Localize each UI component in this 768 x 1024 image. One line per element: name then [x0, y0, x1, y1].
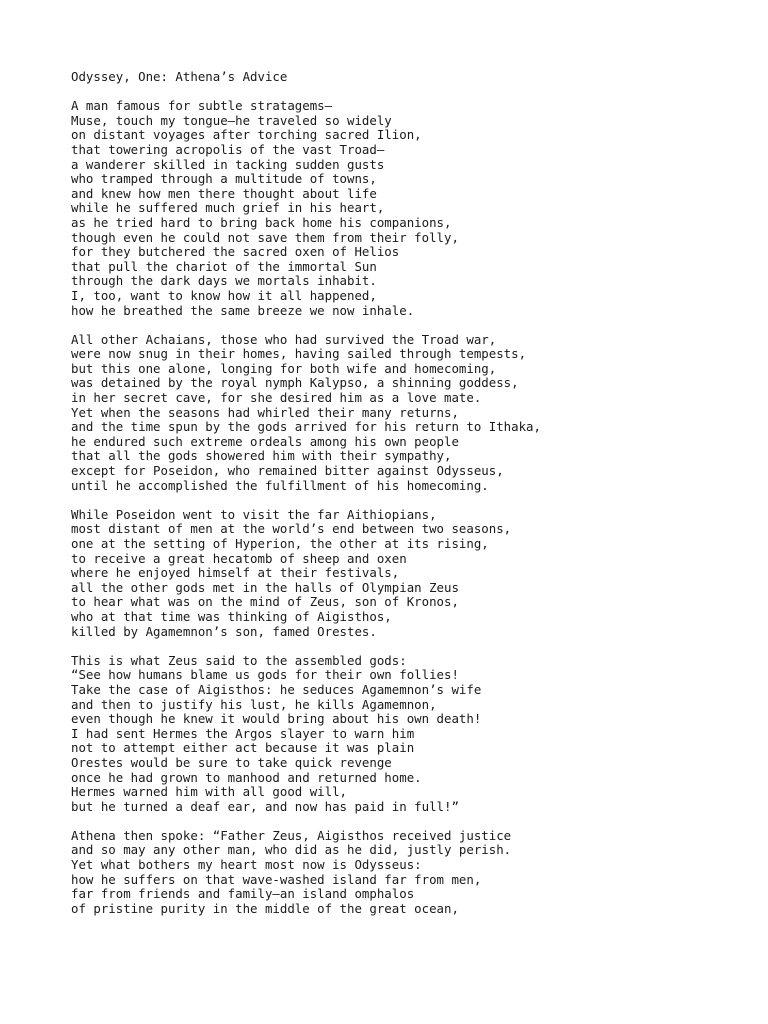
poem-line: that towering acropolis of the vast Troad— — [71, 141, 385, 157]
poem-line: but he turned a deaf ear, and now has paid in full!” — [71, 798, 459, 814]
poem-line: but this one alone, longing for both wife and homecoming, — [71, 360, 497, 376]
title-spacer — [71, 85, 751, 100]
poem-line: through the dark days we mortals inhabit. — [71, 273, 377, 289]
poem-line: Muse, touch my tongue—he traveled so widely — [71, 112, 392, 128]
poem-line: and the time spun by the gods arrived for his return to Ithaka, — [71, 419, 541, 435]
poem-line: who at that time was thinking of Aigisthos, — [71, 608, 392, 624]
poem-line: While Poseidon went to visit the far Aithiopians, — [71, 506, 437, 522]
poem-line: he endured such extreme ordeals among his own people — [71, 433, 459, 449]
poem-line: except for Poseidon, who remained bitter against Odysseus, — [71, 463, 504, 479]
poem-line: that all the gods showered him with their sympathy, — [71, 448, 452, 464]
poem-line: as he tried hard to bring back home his companions, — [71, 214, 452, 230]
poem-line: all the other gods met in the halls of Olympian Zeus — [71, 579, 459, 595]
poem-line: Hermes warned him with all good will, — [71, 784, 348, 800]
poem-line: on distant voyages after torching sacred Ilion, — [71, 127, 422, 143]
poem-line: killed by Agamemnon’s son, famed Orestes. — [71, 623, 377, 639]
poem-line: who tramped through a multitude of towns, — [71, 171, 377, 187]
document-title: Odyssey, One: Athena’s Advice — [71, 69, 288, 84]
poem-line: how he suffers on that wave-washed island far from men, — [71, 871, 482, 887]
poem-line: I, too, want to know how it all happened, — [71, 287, 377, 303]
poem-line: and so may any other man, who did as he did, justly perish. — [71, 842, 512, 858]
poem-line: were now snug in their homes, having sailed through tempests, — [71, 346, 527, 362]
poem-line: where he enjoyed himself at their festivals, — [71, 565, 400, 581]
poem-line: Take the case of Aigisthos: he seduces Agamemnon’s wife — [71, 681, 482, 697]
poem-line: and knew how men there thought about life — [71, 185, 377, 201]
poem-line: A man famous for subtle stratagems— — [71, 98, 333, 114]
poem-line: This is what Zeus said to the assembled gods: — [71, 652, 407, 668]
stanza-2 — [71, 333, 751, 494]
poem-line: though even he could not save them from their folly, — [71, 229, 459, 245]
poem-line: to hear what was on the mind of Zeus, son of Kronos, — [71, 594, 459, 610]
poem-line: in her secret cave, for she desired him as a love mate. — [71, 390, 482, 406]
stanza-5 — [71, 829, 751, 917]
poem-line: most distant of men at the world’s end between two seasons, — [71, 521, 512, 537]
poem-line: All other Achaians, those who had survived the Troad war, — [71, 331, 497, 347]
poem-line: how he breathed the same breeze we now inhale. — [71, 302, 415, 318]
poem-line: Athena then spoke: “Father Zeus, Aigisthos received justice — [71, 827, 512, 843]
poem-line: far from friends and family—an island omphalos — [71, 886, 415, 902]
poem-line: for they butchered the sacred oxen of Helios — [71, 244, 400, 260]
poem-line: was detained by the royal nymph Kalypso, a shinning goddess, — [71, 375, 519, 391]
stanza-1 — [71, 99, 751, 318]
poem-line: not to attempt either act because it was plain — [71, 740, 415, 756]
poem-line: and then to justify his lust, he kills Agamemnon, — [71, 696, 437, 712]
poem-line: Orestes would be sure to take quick revenge — [71, 754, 392, 770]
poem-line: Yet what bothers my heart most now is Odysseus: — [71, 857, 422, 873]
stanza-4 — [71, 654, 751, 815]
poem-line: I had sent Hermes the Argos slayer to warn him — [71, 725, 415, 741]
stanza-3 — [71, 508, 751, 639]
poem-line: even though he knew it would bring about his own death! — [71, 711, 482, 727]
poem-line: of pristine purity in the middle of the great ocean, — [71, 900, 459, 916]
poem-line: a wanderer skilled in tacking sudden gusts — [71, 156, 385, 172]
poem-line: to receive a great hecatomb of sheep and oxen — [71, 550, 407, 566]
poem-line: while he suffered much grief in his heart, — [71, 200, 385, 216]
poem-line: until he accomplished the fulfillment of his homecoming. — [71, 477, 489, 493]
poem-line: that pull the chariot of the immortal Sun — [71, 258, 377, 274]
poem-line: one at the setting of Hyperion, the other at its rising, — [71, 536, 489, 551]
poem-text — [71, 70, 751, 916]
poem-line: Yet when the seasons had whirled their many returns, — [71, 404, 459, 420]
poem-line: once he had grown to manhood and returned home. — [71, 769, 422, 785]
poem-line: “See how humans blame us gods for their own follies! — [71, 667, 459, 683]
